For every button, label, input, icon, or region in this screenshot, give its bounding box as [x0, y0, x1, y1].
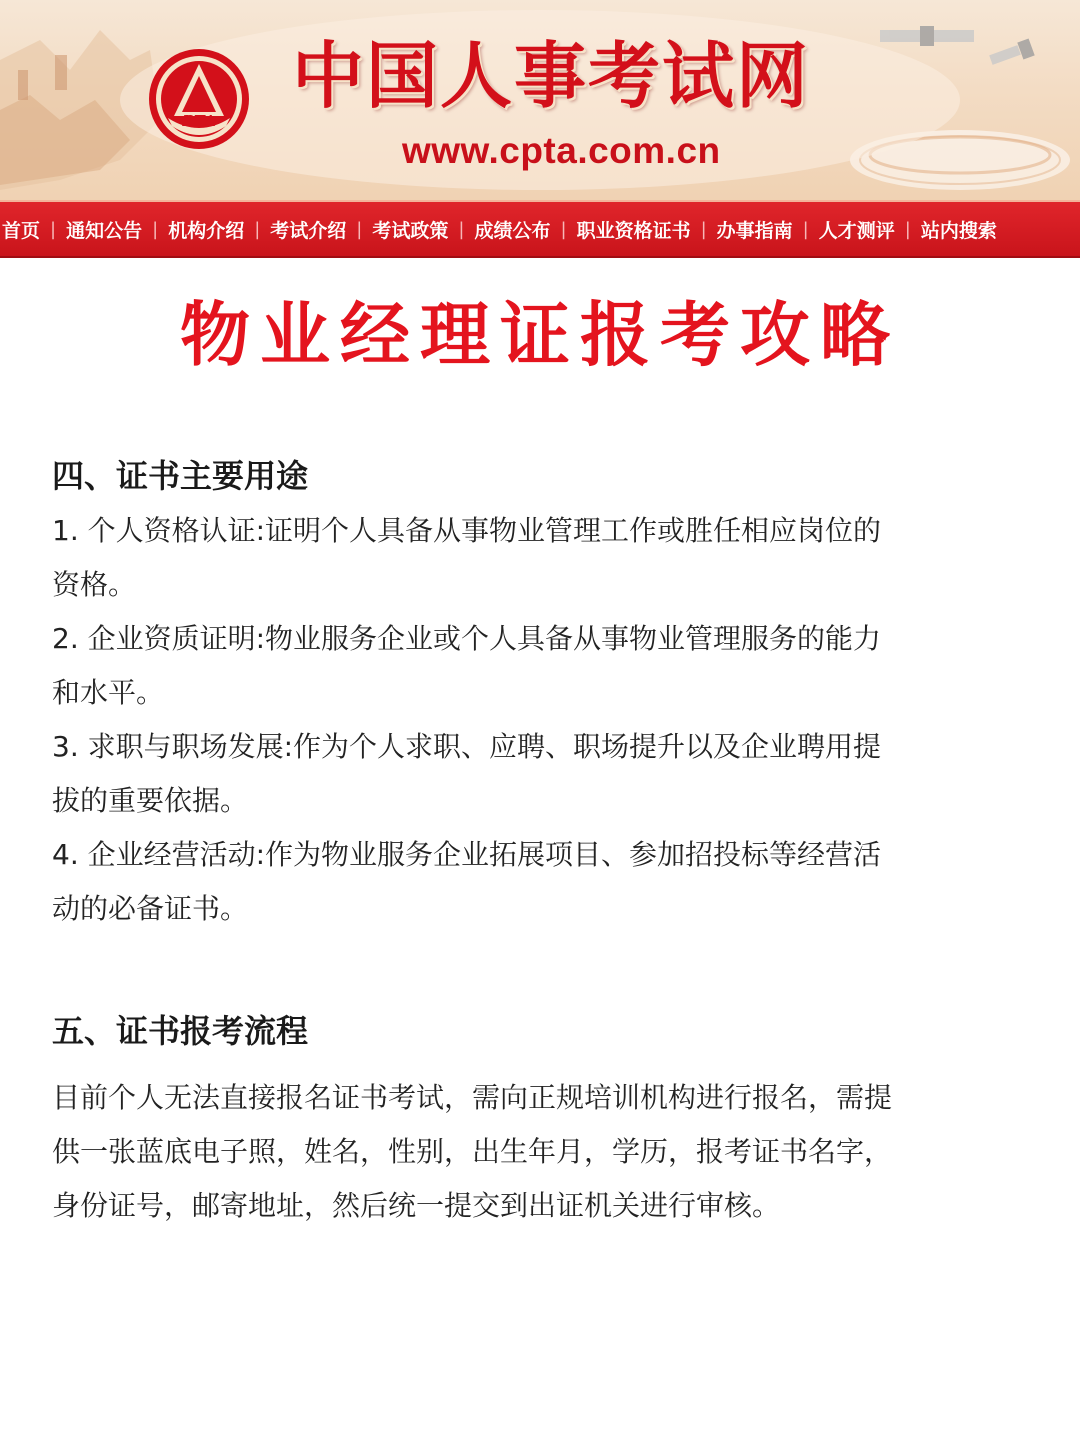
paragraph-line: 目前个人无法直接报名证书考试，需向正规培训机构进行报名，需提 — [52, 1081, 893, 1114]
list-item: 4. 企业经营活动:作为物业服务企业拓展项目、参加招投标等经营活 — [52, 838, 882, 871]
nav-item-certificates[interactable]: 职业资格证书 — [576, 219, 691, 242]
list-item: 1. 个人资格认证:证明个人具备从事物业管理工作或胜任相应岗位的 — [52, 514, 882, 547]
nav-separator: | — [254, 218, 261, 240]
nav-item-exams[interactable]: 考试介绍 — [270, 219, 347, 242]
nav-item-assessment[interactable]: 人才测评 — [818, 219, 895, 242]
paragraph-line: 供一张蓝底电子照，姓名，性别，出生年月，学历，报考证书名字， — [52, 1135, 893, 1168]
nav-separator: | — [356, 218, 363, 240]
main-nav — [0, 200, 1080, 258]
section-certificate-uses — [52, 457, 1012, 936]
nav-item-policy[interactable]: 考试政策 — [372, 219, 449, 242]
nav-separator: | — [560, 218, 567, 240]
nav-separator: | — [458, 218, 465, 240]
list-item: 2. 企业资质证明:物业服务企业或个人具备从事物业管理服务的能力 — [52, 622, 882, 655]
site-url[interactable]: www.cpta.com.cn — [402, 130, 721, 171]
section-application-process — [52, 1012, 1012, 1233]
list-item: 资格。 — [52, 568, 137, 601]
section-title: 四、证书主要用途 — [52, 457, 309, 495]
site-title: 中国人事考试网 — [292, 34, 811, 118]
section-title: 五、证书报考流程 — [52, 1012, 309, 1050]
logo-text: PTA — [182, 112, 216, 130]
nav-item-search[interactable]: 站内搜索 — [920, 219, 997, 242]
nav-separator: | — [904, 218, 911, 240]
nav-separator: | — [50, 218, 57, 240]
nav-item-about[interactable]: 机构介绍 — [168, 219, 245, 242]
nav-separator: | — [700, 218, 707, 240]
nav-item-guide[interactable]: 办事指南 — [716, 219, 793, 242]
nav-separator: | — [152, 218, 159, 240]
paragraph-line: 身份证号，邮寄地址，然后统一提交到出证机关进行审核。 — [52, 1189, 781, 1222]
nav-item-home[interactable]: 首页 — [2, 219, 41, 242]
nav-item-scores[interactable]: 成绩公布 — [474, 219, 551, 242]
page-headline: 物业经理证报考攻略 — [180, 294, 900, 376]
nav-item-notices[interactable]: 通知公告 — [66, 219, 143, 242]
pta-logo — [146, 46, 252, 152]
site-banner — [0, 0, 1080, 200]
list-item: 拔的重要依据。 — [52, 784, 249, 817]
list-item: 3. 求职与职场发展:作为个人求职、应聘、职场提升以及企业聘用提 — [52, 730, 882, 763]
nav-separator: | — [802, 218, 809, 240]
list-item: 和水平。 — [52, 676, 165, 709]
list-item: 动的必备证书。 — [52, 892, 249, 925]
